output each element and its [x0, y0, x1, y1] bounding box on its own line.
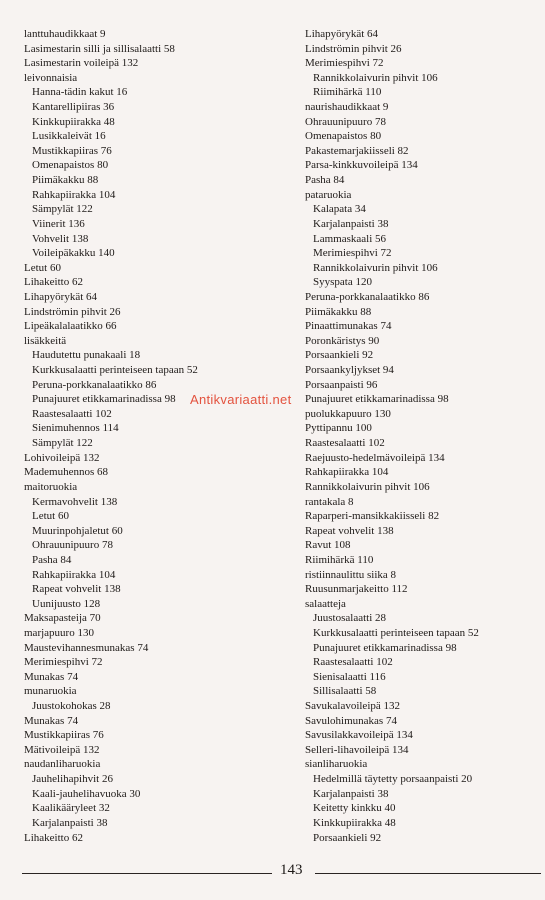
index-subentry: Rannikkolaivurin pihvit 106: [313, 71, 438, 84]
index-subentry: Raastesalaatti 102: [32, 407, 112, 420]
footer-rule-left: [22, 873, 272, 874]
index-subentry: Kinkkupiirakka 48: [32, 115, 115, 128]
index-subentry: Pasha 84: [32, 553, 72, 566]
index-entry: munaruokia: [24, 685, 77, 698]
index-subentry: Vohvelit 138: [32, 232, 89, 245]
index-entry: Lindströmin pihvit 26: [305, 42, 402, 55]
index-subentry: Ohrauunipuuro 78: [32, 539, 113, 552]
index-subentry: Mustikkapiiras 76: [32, 144, 112, 157]
index-entry: Ravut 108: [305, 539, 351, 552]
index-entry: Ruusunmarjakeitto 112: [305, 583, 408, 596]
index-subentry: Sämpylät 122: [32, 203, 93, 216]
index-entry: maitoruokia: [24, 480, 78, 493]
index-subentry: Omenapaistos 80: [32, 159, 109, 172]
index-subentry: Kaalikääryleet 32: [32, 802, 110, 815]
index-entry: Peruna-porkkanalaatikko 86: [305, 290, 430, 303]
index-subentry: Letut 60: [32, 510, 69, 523]
index-entry: Munakas 74: [24, 714, 79, 727]
index-subentry: Riimihärkä 110: [313, 86, 382, 99]
index-entry: Raparperi-mansikkakiisseli 82: [305, 510, 440, 523]
index-subentry: Lammaskaali 56: [313, 232, 387, 245]
index-subentry: Juustosalaatti 28: [313, 612, 387, 625]
index-entry: Mademuhennos 68: [24, 466, 109, 479]
index-entry: Maustevihannesmunakas 74: [24, 641, 149, 654]
index-subentry: Rapeat vohvelit 138: [32, 583, 121, 596]
index-subentry: Kaali-jauhelihavuoka 30: [32, 787, 141, 800]
index-entry: naudanliharuokia: [24, 758, 101, 771]
index-subentry: Syyspata 120: [313, 276, 372, 289]
index-subentry: Karjalanpaisti 38: [32, 816, 108, 829]
index-entry: Rapeat vohvelit 138: [305, 524, 394, 537]
index-entry: Maksapasteija 70: [24, 612, 101, 625]
index-subentry: Kalapata 34: [313, 203, 366, 216]
index-entry: Lihakeitto 62: [24, 276, 83, 289]
index-entry: Pakastemarjakiisseli 82: [305, 144, 409, 157]
index-column-left: [24, 27, 279, 845]
index-entry: Savukalavoileipä 132: [305, 700, 401, 713]
index-entry: sianliharuokia: [305, 758, 368, 771]
index-entry: Selleri-lihavoileipä 134: [305, 743, 409, 756]
index-subentry: Merimiespihvi 72: [313, 247, 392, 260]
index-entry: leivonnaisia: [24, 71, 78, 84]
index-subentry: Kantarellipiiras 36: [32, 101, 115, 114]
index-subentry: Punajuuret etikkamarinadissa 98: [32, 393, 176, 406]
page-footer: [0, 860, 545, 884]
index-entry: Lohivoileipä 132: [24, 451, 100, 464]
index-subentry: Raastesalaatti 102: [313, 656, 393, 669]
index-subentry: Muurinpohjaletut 60: [32, 524, 123, 537]
index-subentry: Viinerit 136: [32, 217, 85, 230]
page-number: 143: [280, 862, 303, 878]
index-entry: salaatteja: [305, 597, 346, 610]
index-entry: Savulohimunakas 74: [305, 714, 397, 727]
index-entry: Mätivoileipä 132: [24, 743, 100, 756]
index-subentry: Jauhelihapihvit 26: [32, 773, 113, 786]
index-entry: Munakas 74: [24, 670, 79, 683]
index-entry: Merimiespihvi 72: [24, 656, 103, 669]
index-subentry: Sienisalaatti 116: [313, 670, 386, 683]
index-subentry: Hedelmillä täytetty porsaanpaisti 20: [313, 773, 473, 786]
index-subentry: Uunijuusto 128: [32, 597, 101, 610]
index-entry: Rahkapiirakka 104: [305, 466, 389, 479]
index-entry: Lihapyörykät 64: [305, 28, 379, 40]
index-entry: Parsa-kinkkuvoileipä 134: [305, 159, 418, 172]
index-entry: Lasimestarin voileipä 132: [24, 57, 139, 70]
index-subentry: Keitetty kinkku 40: [313, 802, 396, 815]
index-entry: Pyttipannu 100: [305, 422, 372, 435]
index-entry: ristiinnaulittu siika 8: [305, 568, 397, 581]
index-subentry: Juustokohokas 28: [32, 700, 111, 713]
index-column-right: [305, 27, 540, 845]
index-entry: Porsaankieli 92: [305, 349, 374, 362]
index-entry: Lasimestarin silli ja sillisalaatti 58: [24, 42, 175, 55]
index-subentry: Sämpylät 122: [32, 437, 93, 450]
index-entry: Merimiespihvi 72: [305, 57, 384, 70]
index-entry: Porsaankyljykset 94: [305, 364, 394, 377]
index-subentry: Rahkapiirakka 104: [32, 568, 116, 581]
index-subentry: Kinkkupiirakka 48: [313, 816, 396, 829]
index-entry: Raejuusto-hedelmävoileipä 134: [305, 451, 445, 464]
index-subentry: Kermavohvelit 138: [32, 495, 118, 508]
index-subentry: Piimäkakku 88: [32, 174, 99, 187]
index-entry: Lipeäkalalaatikko 66: [24, 320, 117, 333]
index-subentry: Karjalanpaisti 38: [313, 787, 389, 800]
index-subentry: Karjalanpaisti 38: [313, 217, 389, 230]
index-entry: Lihapyörykät 64: [24, 290, 98, 303]
index-subentry: Rahkapiirakka 104: [32, 188, 116, 201]
index-entry: Letut 60: [24, 261, 61, 274]
index-entry: Lihakeitto 62: [24, 831, 83, 844]
index-subentry: Punajuuret etikkamarinadissa 98: [313, 641, 457, 654]
index-entry: pataruokia: [305, 188, 352, 201]
index-entry: Omenapaistos 80: [305, 130, 382, 143]
footer-rule-right: [315, 873, 541, 874]
index-subentry: Sienimuhennos 114: [32, 422, 119, 435]
index-subentry: Sillisalaatti 58: [313, 685, 377, 698]
index-subentry: Peruna-porkkanalaatikko 86: [32, 378, 157, 391]
index-entry: Piimäkakku 88: [305, 305, 372, 318]
index-subentry: Porsaankieli 92: [313, 831, 382, 844]
index-entry: Ohrauunipuuro 78: [305, 115, 386, 128]
index-entry: Lindströmin pihvit 26: [24, 305, 121, 318]
index-subentry: Haudutettu punakaali 18: [32, 349, 141, 362]
index-entry: rantakala 8: [305, 495, 354, 508]
index-entry: Raastesalaatti 102: [305, 437, 385, 450]
index-entry: naurishaudikkaat 9: [305, 101, 389, 114]
index-entry: marjapuuro 130: [24, 626, 94, 639]
index-entry: Pinaattimunakas 74: [305, 320, 392, 333]
index-entry: lisäkkeitä: [24, 334, 67, 347]
index-entry: puolukkapuuro 130: [305, 407, 391, 420]
index-entry: lanttuhaudikkaat 9: [24, 28, 106, 40]
index-subentry: Voileipäkakku 140: [32, 247, 115, 260]
index-subentry: Kurkkusalaatti perinteiseen tapaan 52: [313, 626, 479, 639]
index-subentry: Hanna-tädin kakut 16: [32, 86, 128, 99]
index-entry: Riimihärkä 110: [305, 553, 374, 566]
index-subentry: Lusikkaleivät 16: [32, 130, 106, 143]
index-entry: Pasha 84: [305, 174, 345, 187]
index-entry: Punajuuret etikkamarinadissa 98: [305, 393, 449, 406]
index-entry: Rannikkolaivurin pihvit 106: [305, 480, 430, 493]
index-subentry: Kurkkusalaatti perinteiseen tapaan 52: [32, 364, 198, 377]
index-entry: Savusilakkavoileipä 134: [305, 729, 413, 742]
index-entry: Poronkäristys 90: [305, 334, 380, 347]
index-entry: Mustikkapiiras 76: [24, 729, 104, 742]
index-entry: Porsaanpaisti 96: [305, 378, 378, 391]
index-subentry: Rannikkolaivurin pihvit 106: [313, 261, 438, 274]
watermark: Antikvariaatti.net: [190, 392, 292, 407]
